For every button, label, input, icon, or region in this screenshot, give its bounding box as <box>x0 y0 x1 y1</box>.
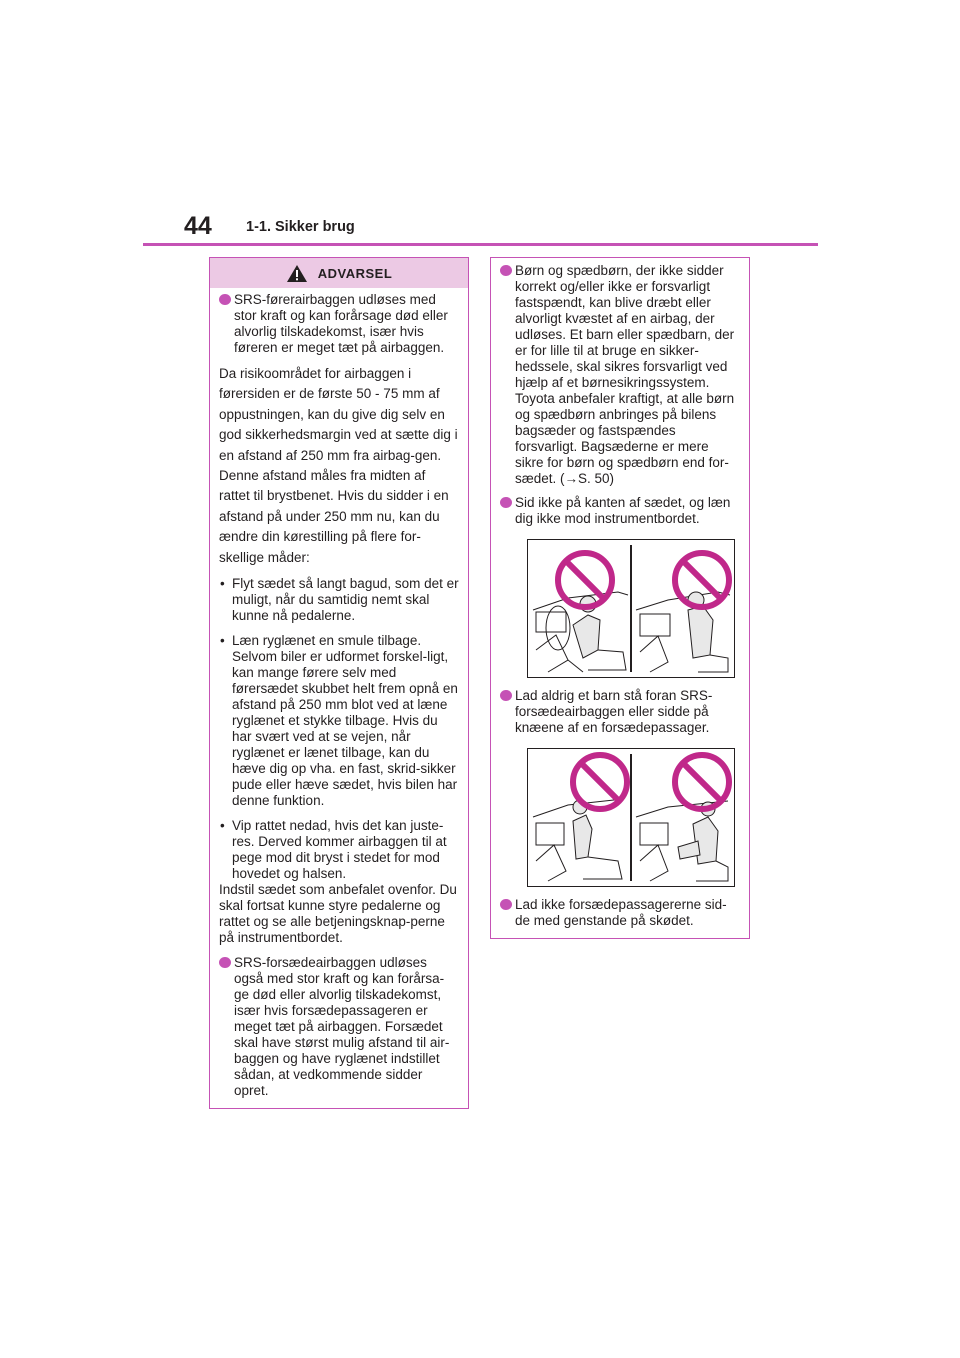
sub-item-text: Flyt sædet så langt bagud, som det er muligt, når du samtidig nemt skal kunne nå pedalerne. <box>232 576 459 624</box>
sub-item-text: Læn ryglænet en smule tilbage. Selvom biler er udformet forskel-ligt, kan mange førere selv med førersædet skubbet helt frem opnå en afstand på 250 mm blot ved at læne ryglænet et stykke tilbage. Hvis du har svært ved at se vejen, når ryglænet er lænet tilbage, kan du hæve dig op vha. en fast, skrid-sikker pude eller hæve sædet, hvis bilen har denne funktion. <box>232 633 458 809</box>
header-rule <box>143 243 818 246</box>
warning-box-right <box>490 257 750 939</box>
bullet-text: Børn og spædbørn, der ikke sidder korrekt og/eller ikke er forsvarligt fastspændt, kan blive dræbt eller alvorligt kvæstet af en airbag, der udløses. Et barn eller spædbarn, der er for lille til at bruge en sikker-hedssele, skal sikres forsvarligt ved hjælp af et børnesikringssystem. Toyota anbefaler kraftigt, at alle børn og spædbørn anbringes på bilens bagsæder og fastspændes forsvarligt. Bagsæderne er mere sikre for børn og spædbørn end for-sædet. (→S. 50) <box>515 263 735 486</box>
adjust-paragraph: Indstil sædet som anbefalet ovenfor. Du skal fortsat kunne styre pedalerne og rattet og se alle betjeningsknap-perne på instrumentbordet. <box>219 882 457 946</box>
bullet-text: Lad ikke forsædepassagererne sid-de med genstande på skødet. <box>515 897 727 928</box>
illustration-leaning-forward <box>527 539 735 678</box>
illustration-child-front <box>527 748 735 887</box>
bullet-child-standing <box>500 688 740 736</box>
section-title: 1-1. Sikker brug <box>246 219 355 235</box>
bullet-dot <box>500 265 512 276</box>
sub-item-recline: • Læn ryglænet en smule tilbage. Selvom biler er udformet forskel-ligt, kan mange førere selv med førersædet skubbet helt frem opnå en afstand på 250 mm blot ved at læne ryglænet et stykke tilbage. Hvis du har svært ved at se vejen, når ryglænet er lænet tilbage, kan du hæve dig op vha. en fast, skrid-sikker pude eller hæve sædet, hvis bilen har denne funktion. <box>220 633 458 809</box>
bullet-text: SRS-førerairbaggen udløses med stor kraft og kan forårsage død eller alvorlig tilskadekomst, især hvis føreren er meget tæt på airbaggen. <box>234 292 448 355</box>
bullet-text: SRS-forsædeairbaggen udløses også med stor kraft og kan forårsa-ge død eller alvorlig tilskadekomst, især hvis forsædepassageren er meget tæt på airbaggen. Forsædet skal have størst mulig afstand til air-baggen og have ryglænet indstillet sådan, at vedkommende sidder opret. <box>234 955 450 1099</box>
bullet-seat-edge <box>500 495 740 527</box>
sub-item-tilt: • Vip rattet nedad, hvis det kan juste-res. Derved kommer airbaggen til at pege mod dit bryst i stedet for mod hovedet og halsen. <box>219 818 459 882</box>
bullet-dot <box>219 294 231 305</box>
bullet-dot <box>219 957 231 968</box>
bullet-lap-objects <box>500 897 740 929</box>
warning-box-left <box>209 257 469 1109</box>
warning-title: ADVARSEL <box>317 265 393 281</box>
bullet-dot <box>500 690 512 701</box>
bullet-text: Lad aldrig et barn stå foran SRS-forsædeairbaggen eller sidde på knæene af en forsædepassager. <box>515 688 713 735</box>
sub-item-text: Vip rattet nedad, hvis det kan juste-res. Derved kommer airbaggen til at pege mod dit bryst i stedet for mod hovedet og halsen. <box>232 818 447 882</box>
warning-header <box>210 258 468 288</box>
bullet-driver-airbag <box>219 292 459 356</box>
bullet-dot <box>500 497 512 508</box>
bullet-dot <box>500 899 512 910</box>
bullet-text: Sid ikke på kanten af sædet, og læn dig ikke mod instrumentbordet. <box>515 495 731 526</box>
prohibition-icon <box>675 755 729 809</box>
warning-triangle-icon <box>286 264 308 283</box>
sub-item-seat: • Flyt sædet så langt bagud, som det er muligt, når du samtidig nemt skal kunne nå pedalerne. <box>220 576 459 624</box>
bullet-children <box>500 263 740 487</box>
risk-paragraph: Da risikoområdet for airbaggen i førersiden er de første 50 - 75 mm af oppustningen, kan du give dig selv en god sikkerhedsmargin ved at sætte dig i en afstand af 250 mm fra airbag-gen. Denne afstand måles fra midten af rattet til brystbenet. Hvis du sidder i en afstand på under 250 mm nu, kan du ændre din kørestilling på flere for-skellige måder: <box>219 366 458 565</box>
prohibition-icon <box>573 755 627 809</box>
page-number: 44 <box>184 212 212 240</box>
bullet-passenger-airbag <box>219 955 459 1099</box>
